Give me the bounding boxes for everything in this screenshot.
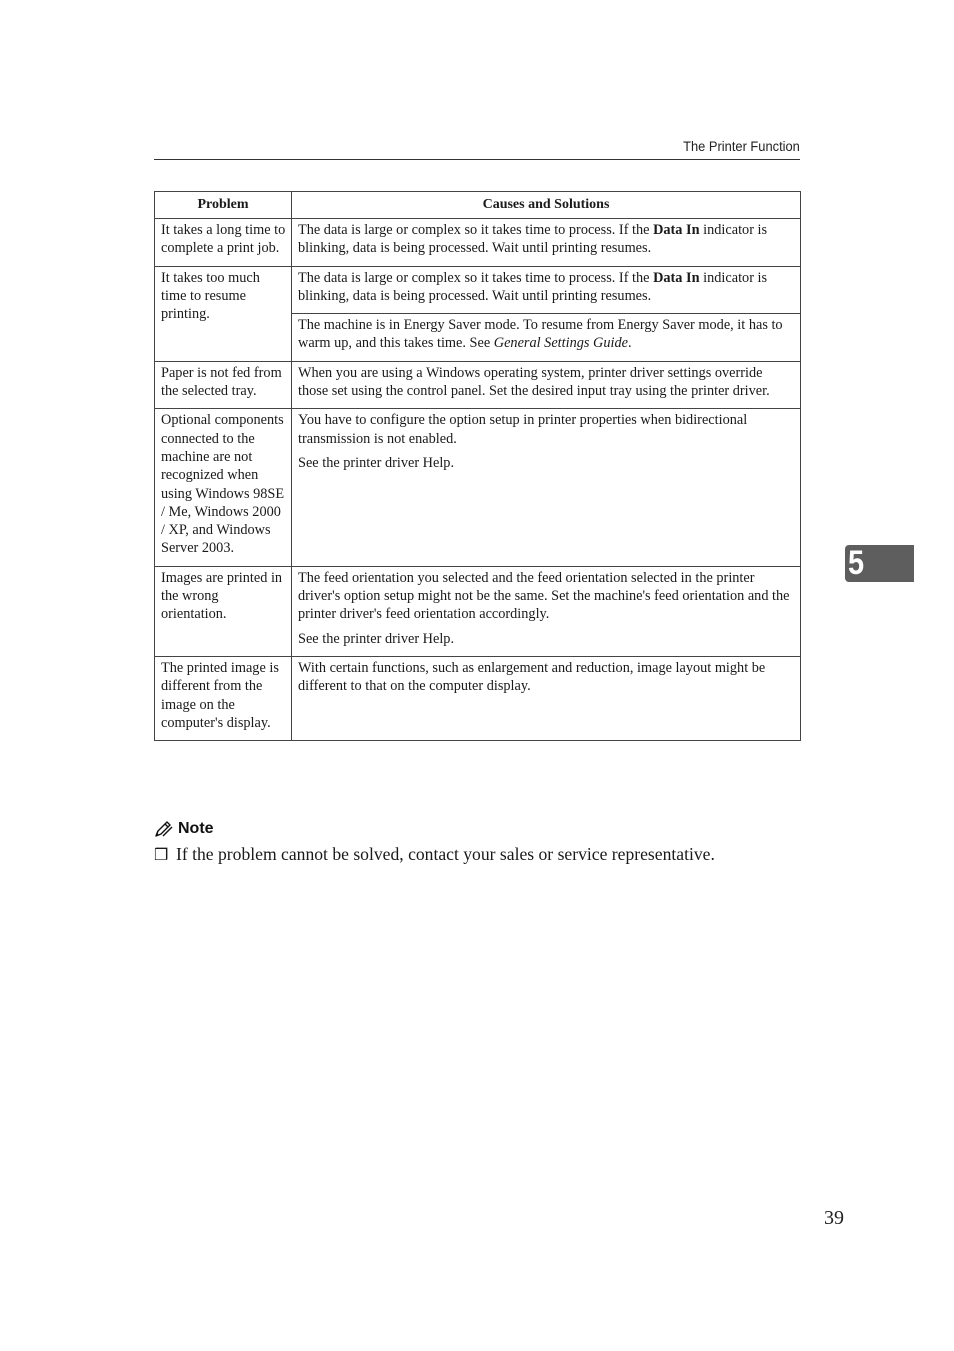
table-row	[155, 566, 801, 656]
note-text: If the problem cannot be solved, contact your sales or service representative.	[176, 844, 715, 864]
chapter-tab	[845, 545, 914, 582]
page-number: 39	[824, 1207, 844, 1229]
solution-text: The feed orientation you selected and the feed orientation selected in the printer driver's option setup might not be the same. Set the machine's feed orientation and the printer driver's feed orientation accordingly.	[298, 569, 790, 623]
problem-cell: It takes a long time to complete a print job.	[155, 219, 292, 267]
solution-cell	[292, 656, 801, 740]
solution-text: The data is large or complex so it takes time to process. If the	[298, 222, 654, 238]
solution-text: The data is large or complex so it takes time to process. If the	[298, 269, 654, 286]
running-header: The Printer Function	[683, 138, 800, 154]
problem-cell: Images are printed in the wrong orientation.	[155, 566, 292, 656]
solution-text: See the printer driver Help.	[298, 454, 455, 471]
problem-cell: Optional components connected to the machine are not recognized when using Windows 98SE / Me, Windows 2000 / XP, and Windows Server 2003.	[155, 409, 292, 566]
solution-text: .	[627, 335, 632, 352]
troubleshooting-table	[154, 191, 801, 741]
note-heading	[154, 820, 214, 838]
chapter-number: 5	[848, 544, 865, 582]
table-row	[155, 656, 801, 740]
solution-text: When you are using a Windows operating system, printer driver settings override those set using the control panel. Set the desired input tray using the printer driver.	[298, 364, 770, 400]
solution-text: indicator is blinking, data is being processed. Wait until printing resumes.	[298, 222, 768, 257]
solution-text: The machine is in Energy Saver mode. To resume from Energy Saver mode, it has to warm up, and this takes time. See	[298, 317, 783, 352]
table-row	[155, 219, 801, 267]
column-header-problem: Problem	[155, 192, 292, 219]
solution-cell	[292, 361, 801, 409]
solution-text: You have to configure the option setup in printer properties when bidirectional transmission is not enabled.	[298, 412, 748, 447]
solution-text: See the printer driver Help.	[298, 630, 455, 647]
problem-cell: Paper is not fed from the selected tray.	[155, 361, 292, 409]
solution-cell	[292, 566, 801, 656]
checkbox-bullet-icon: ❒	[154, 847, 169, 864]
pencil-icon	[154, 820, 174, 838]
table-row	[155, 409, 801, 566]
table-header-row	[155, 192, 801, 219]
solution-cell	[292, 266, 801, 314]
note-item	[154, 843, 814, 867]
solution-cell	[292, 219, 801, 267]
solution-text: With certain functions, such as enlargement and reduction, image layout might be different to that on the computer display.	[298, 659, 766, 695]
problem-cell: The printed image is different from the image on the computer's display.	[155, 656, 292, 740]
column-header-solutions: Causes and Solutions	[292, 192, 801, 219]
table-row	[155, 266, 801, 314]
data-in-label: Data In	[653, 269, 700, 286]
solution-text: indicator is blinking, data is being processed. Wait until printing resumes.	[298, 269, 768, 304]
solution-cell	[292, 409, 801, 566]
header-rule	[154, 159, 800, 160]
table-row	[155, 361, 801, 409]
problem-cell: It takes too much time to resume printing.	[155, 266, 292, 361]
note-label: Note	[178, 820, 214, 837]
data-in-label: Data In	[653, 222, 700, 238]
manual-reference: General Settings Guide	[493, 335, 628, 352]
solution-cell	[292, 314, 801, 362]
